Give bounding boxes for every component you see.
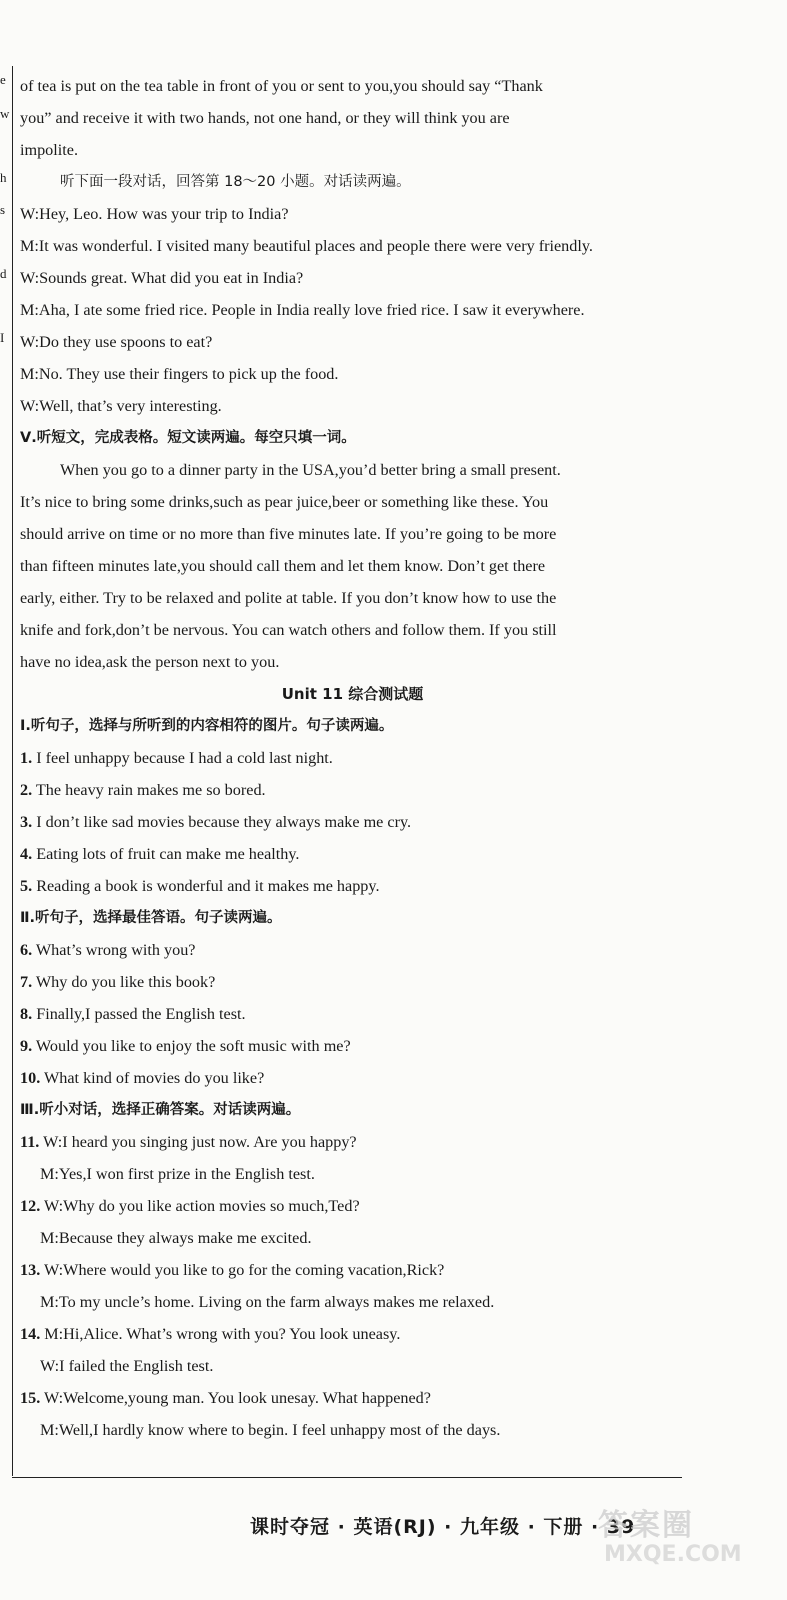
question-item xyxy=(20,806,685,838)
question-text: Would you like to enjoy the soft music with me? xyxy=(32,1037,351,1055)
passage-line: early, either. Try to be relaxed and polite at table. If you don’t know how to use the xyxy=(20,589,557,607)
section-heading-i: Ⅰ.听句子，选择与所听到的内容相符的图片。句子读两遍。 xyxy=(20,718,394,734)
question-item xyxy=(20,966,685,998)
dialogue-instruction: 听下面一段对话，回答第 18～20 小题。对话读两遍。 xyxy=(60,174,411,190)
question-text: M:Hi,Alice. What’s wrong with you? You look uneasy. xyxy=(40,1325,401,1343)
question-text: The heavy rain makes me so bored. xyxy=(32,781,266,799)
text-line: you” and receive it with two hands, not one hand, or they will think you are xyxy=(20,109,510,127)
question-number: 4. xyxy=(20,845,33,863)
question-number: 8. xyxy=(20,1005,33,1023)
question-item xyxy=(20,1318,685,1350)
question-number: 1. xyxy=(20,749,33,767)
page-footer: 课时夺冠 · 英语(RJ) · 九年级 · 下册 · 39 xyxy=(250,1516,636,1538)
question-number: 6. xyxy=(20,941,33,959)
question-item xyxy=(20,774,685,806)
passage-line: When you go to a dinner party in the USA,you’d better bring a small present. xyxy=(60,461,561,479)
passage-line: have no idea,ask the person next to you. xyxy=(20,653,280,671)
question-number: 2. xyxy=(20,781,33,799)
question-item xyxy=(20,870,685,902)
question-item xyxy=(20,934,685,966)
answer-line: M:To my uncle’s home. Living on the farm always makes me relaxed. xyxy=(40,1293,495,1311)
question-text: Reading a book is wonderful and it makes me happy. xyxy=(32,877,380,895)
dialogue-line: W:Sounds great. What did you eat in India? xyxy=(20,269,304,287)
dialogue-line: M:It was wonderful. I visited many beautiful places and people there were very friendly. xyxy=(20,237,593,255)
section-heading-iii: Ⅲ.听小对话，选择正确答案。对话读两遍。 xyxy=(20,1102,301,1118)
question-item xyxy=(20,838,685,870)
answer-line: M:Because they always make me excited. xyxy=(40,1229,312,1247)
question-number: 11. xyxy=(20,1133,40,1151)
section-heading-ii: Ⅱ.听句子，选择最佳答语。句子读两遍。 xyxy=(20,910,282,926)
question-text: Why do you like this book? xyxy=(32,973,216,991)
answer-line: M:Well,I hardly know where to begin. I feel unhappy most of the days. xyxy=(40,1421,501,1439)
passage-line: should arrive on time or no more than five minutes late. If you’re going to be more xyxy=(20,525,557,543)
question-text: I don’t like sad movies because they always make me cry. xyxy=(32,813,412,831)
question-item xyxy=(20,1030,685,1062)
edge-letter: e xyxy=(0,72,6,87)
question-item xyxy=(20,1254,685,1286)
dialogue-line: W:Hey, Leo. How was your trip to India? xyxy=(20,205,289,223)
unit-title: Unit 11 综合测试题 xyxy=(281,685,424,703)
dialogue-line: W:Well, that’s very interesting. xyxy=(20,397,222,415)
edge-letter: h xyxy=(0,170,7,185)
question-number: 9. xyxy=(20,1037,33,1055)
edge-letter: s xyxy=(0,202,6,217)
question-item xyxy=(20,1382,685,1414)
question-number: 5. xyxy=(20,877,33,895)
page-content xyxy=(20,70,685,1446)
question-item xyxy=(20,1062,685,1094)
dialogue-line: W:Do they use spoons to eat? xyxy=(20,333,213,351)
dialogue-line: M:Aha, I ate some fried rice. People in India really love fried rice. I saw it everywhere. xyxy=(20,301,585,319)
question-text: I feel unhappy because I had a cold last night. xyxy=(32,749,333,767)
question-item xyxy=(20,1126,685,1158)
answer-line: M:Yes,I won first prize in the English test. xyxy=(40,1165,315,1183)
footer-rule xyxy=(12,1477,682,1478)
left-margin-rule xyxy=(12,66,13,1476)
text-line: impolite. xyxy=(20,141,78,159)
question-text: W:I heard you singing just now. Are you happy? xyxy=(39,1133,357,1151)
watermark-logo: 答案圈 xyxy=(598,1508,694,1543)
question-number: 13. xyxy=(20,1261,41,1279)
question-text: W:Welcome,young man. You look unesay. What happened? xyxy=(40,1389,431,1407)
question-text: W:Where would you like to go for the coming vacation,Rick? xyxy=(40,1261,445,1279)
question-number: 3. xyxy=(20,813,33,831)
question-number: 12. xyxy=(20,1197,41,1215)
text-line: of tea is put on the tea table in front of you or sent to you,you should say “Thank xyxy=(20,77,543,95)
question-text: Eating lots of fruit can make me healthy. xyxy=(32,845,300,863)
question-item xyxy=(20,742,685,774)
question-text: What kind of movies do you like? xyxy=(40,1069,265,1087)
question-number: 14. xyxy=(20,1325,41,1343)
dialogue-line: M:No. They use their fingers to pick up the food. xyxy=(20,365,339,383)
section-heading-v: Ⅴ.听短文，完成表格。短文读两遍。每空只填一词。 xyxy=(20,430,356,446)
edge-letter: w xyxy=(0,106,10,121)
edge-letter: d xyxy=(0,266,7,281)
question-text: Finally,I passed the English test. xyxy=(32,1005,246,1023)
question-number: 10. xyxy=(20,1069,41,1087)
question-item xyxy=(20,1190,685,1222)
question-text: W:Why do you like action movies so much,Ted? xyxy=(40,1197,360,1215)
answer-line: W:I failed the English test. xyxy=(40,1357,214,1375)
question-text: What’s wrong with you? xyxy=(32,941,196,959)
question-item xyxy=(20,998,685,1030)
passage-line: knife and fork,don’t be nervous. You can watch others and follow them. If you still xyxy=(20,621,557,639)
passage-line: It’s nice to bring some drinks,such as pear juice,beer or something like these. You xyxy=(20,493,549,511)
question-number: 15. xyxy=(20,1389,41,1407)
edge-letter: I xyxy=(0,330,5,345)
watermark-url: MXQE.COM xyxy=(604,1542,742,1567)
passage-line: than fifteen minutes late,you should call them and let them know. Don’t get there xyxy=(20,557,546,575)
question-number: 7. xyxy=(20,973,33,991)
